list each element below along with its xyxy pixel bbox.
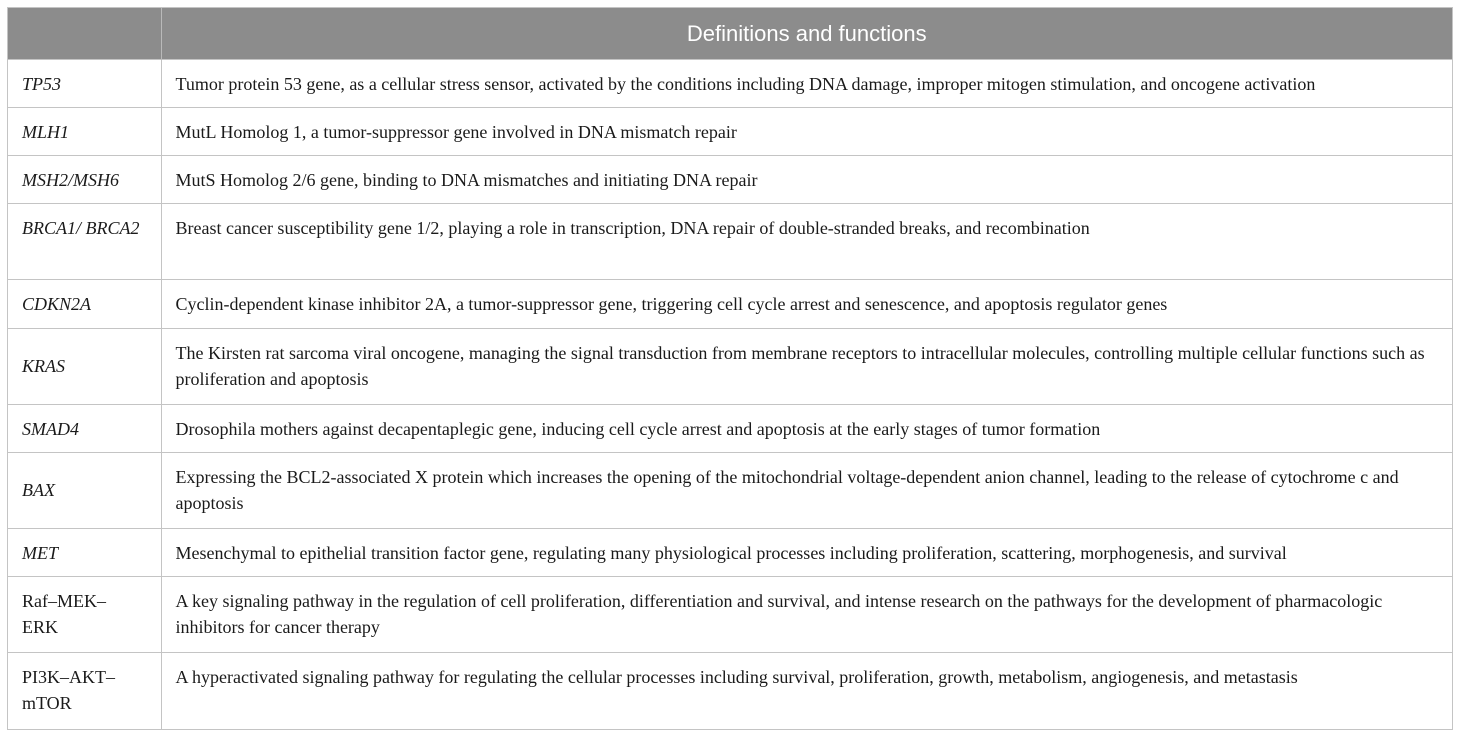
row-term: Raf–MEK–ERK <box>8 577 161 653</box>
definitions-table <box>8 8 1452 729</box>
row-term: CDKN2A <box>8 280 161 328</box>
row-term: TP53 <box>8 60 161 108</box>
table-row <box>8 156 1452 204</box>
row-definition: Mesenchymal to epithelial transition factor gene, regulating many physiological processes including proliferation, scattering, morphogenesis, and survival <box>161 528 1452 576</box>
column-header-term <box>8 8 161 60</box>
table-row <box>8 452 1452 528</box>
table-row <box>8 528 1452 576</box>
row-term: PI3K–AKT–mTOR <box>8 653 161 729</box>
row-definition: The Kirsten rat sarcoma viral oncogene, managing the signal transduction from membrane receptors to intracellular molecules, controlling multiple cellular functions such as proliferation and apoptosis <box>161 328 1452 404</box>
row-definition: A key signaling pathway in the regulation of cell proliferation, differentiation and survival, and intense research on the pathways for the development of pharmacologic inhibitors for cancer therapy <box>161 577 1452 653</box>
column-header-definitions: Definitions and functions <box>161 8 1452 60</box>
definitions-table-container <box>7 7 1453 730</box>
row-definition: MutL Homolog 1, a tumor-suppressor gene involved in DNA mismatch repair <box>161 108 1452 156</box>
row-definition: Tumor protein 53 gene, as a cellular stress sensor, activated by the conditions including DNA damage, improper mitogen stimulation, and oncogene activation <box>161 60 1452 108</box>
table-row <box>8 328 1452 404</box>
row-definition: Cyclin-dependent kinase inhibitor 2A, a tumor-suppressor gene, triggering cell cycle arrest and senescence, and apoptosis regulator genes <box>161 280 1452 328</box>
table-row <box>8 60 1452 108</box>
table-row <box>8 404 1452 452</box>
table-row <box>8 653 1452 729</box>
row-term: MSH2/MSH6 <box>8 156 161 204</box>
table-row <box>8 577 1452 653</box>
row-definition: Drosophila mothers against decapentaplegic gene, inducing cell cycle arrest and apoptosis at the early stages of tumor formation <box>161 404 1452 452</box>
table-row <box>8 204 1452 280</box>
row-term: MET <box>8 528 161 576</box>
row-definition: Breast cancer susceptibility gene 1/2, playing a role in transcription, DNA repair of double-stranded breaks, and recombination <box>161 204 1452 280</box>
table-row <box>8 280 1452 328</box>
row-term: KRAS <box>8 328 161 404</box>
row-definition: A hyperactivated signaling pathway for regulating the cellular processes including survival, proliferation, growth, metabolism, angiogenesis, and metastasis <box>161 653 1452 729</box>
row-term: SMAD4 <box>8 404 161 452</box>
row-definition: MutS Homolog 2/6 gene, binding to DNA mismatches and initiating DNA repair <box>161 156 1452 204</box>
table-row <box>8 108 1452 156</box>
row-term: MLH1 <box>8 108 161 156</box>
row-term: BRCA1/ BRCA2 <box>8 204 161 280</box>
row-definition: Expressing the BCL2-associated X protein which increases the opening of the mitochondrial voltage-dependent anion channel, leading to the release of cytochrome c and apoptosis <box>161 452 1452 528</box>
table-header-row <box>8 8 1452 60</box>
row-term: BAX <box>8 452 161 528</box>
